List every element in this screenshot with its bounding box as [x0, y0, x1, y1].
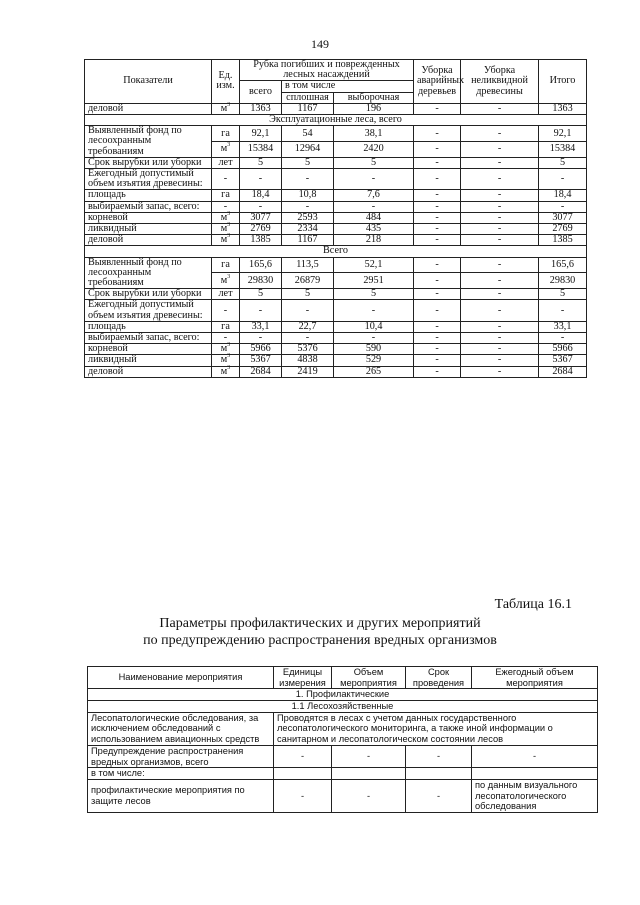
row-unit — [212, 103, 240, 114]
row-unit — [212, 273, 240, 289]
table-row — [85, 257, 587, 273]
cell-clear: 2334 — [282, 224, 334, 235]
row-volume: - — [332, 779, 406, 812]
row-unit — [212, 212, 240, 223]
cell-sum: - — [539, 169, 587, 190]
row-unit — [212, 344, 240, 355]
cell-selective: 196 — [334, 103, 414, 114]
cell-total: - — [240, 201, 282, 212]
cell-illiquid: - — [461, 190, 539, 201]
cell-sum: 165,6 — [539, 257, 587, 273]
unit-exponent: 3 — [227, 342, 231, 349]
cell-illiquid: - — [461, 235, 539, 246]
row-label: корневой — [85, 212, 212, 223]
unit-text: м — [220, 211, 228, 223]
table-header-row — [88, 667, 598, 689]
cell-emergency: - — [414, 333, 461, 344]
cell-illiquid: - — [461, 355, 539, 366]
cell-clear: 12964 — [282, 142, 334, 158]
table-row — [85, 224, 587, 235]
table-row — [85, 355, 587, 366]
row-unit — [212, 333, 240, 344]
row-label: площадь — [85, 321, 212, 332]
cell-selective: 2951 — [334, 273, 414, 289]
row-label: деловой — [85, 366, 212, 377]
cell-emergency: - — [414, 169, 461, 190]
cell-sum: 18,4 — [539, 190, 587, 201]
cell-illiquid: - — [461, 344, 539, 355]
cell-total: 5367 — [240, 355, 282, 366]
row-volume: - — [332, 745, 406, 767]
cell-selective: 218 — [334, 235, 414, 246]
section-row — [88, 689, 598, 701]
cell-emergency: - — [414, 235, 461, 246]
table-row — [85, 366, 587, 377]
unit-text: - — [223, 304, 228, 316]
header-indicator: Показатели — [85, 60, 212, 104]
row-unit: - — [274, 745, 332, 767]
table-row — [85, 169, 587, 190]
unit-text: лет — [218, 156, 233, 168]
row-unit — [212, 142, 240, 158]
cell-clear: - — [282, 333, 334, 344]
unit-text: га — [221, 320, 230, 332]
cell-illiquid: - — [461, 333, 539, 344]
table-row — [85, 321, 587, 332]
header-sum: Итого — [539, 60, 587, 104]
cell-total: 15384 — [240, 142, 282, 158]
cell-illiquid: - — [461, 201, 539, 212]
cell-emergency: - — [414, 355, 461, 366]
cell-total: 5 — [240, 157, 282, 168]
cell-illiquid: - — [461, 289, 539, 300]
section-title: Эксплуатационные леса, всего — [85, 115, 587, 126]
cell-total: 5966 — [240, 344, 282, 355]
cell-total: 92,1 — [240, 126, 282, 142]
unit-text: м — [220, 365, 228, 377]
row-label: Ежегодный допустимый объем изъятия древесины: — [85, 300, 212, 321]
cell-sum: 1385 — [539, 235, 587, 246]
cell-selective: 5 — [334, 157, 414, 168]
cell-clear: 1167 — [282, 103, 334, 114]
row-unit — [212, 321, 240, 332]
section-title: 1.1 Лесохозяйственные — [88, 701, 598, 713]
unit-text: м — [220, 343, 228, 355]
cell-emergency: - — [414, 366, 461, 377]
header-illiquid: Уборка неликвидной древесины — [461, 60, 539, 104]
cell-sum: 5 — [539, 289, 587, 300]
row-unit — [212, 235, 240, 246]
header-including: в том числе — [282, 81, 414, 92]
page-number: 149 — [311, 37, 329, 51]
cell-selective: 52,1 — [334, 257, 414, 273]
cell-selective: - — [334, 201, 414, 212]
header-emergency: Уборка аварийных деревьев — [414, 60, 461, 104]
header-name: Наименование мероприятия — [88, 667, 274, 689]
header-total: всего — [240, 81, 282, 103]
cell-illiquid: - — [461, 212, 539, 223]
row-label: выбираемый запас, всего: — [85, 201, 212, 212]
row-unit — [212, 355, 240, 366]
cell-emergency: - — [414, 190, 461, 201]
unit-exponent: 3 — [227, 233, 231, 240]
cell-emergency: - — [414, 103, 461, 114]
row-label: Выявленный фонд по лесоохранным требованиям — [85, 126, 212, 158]
cell-illiquid: - — [461, 169, 539, 190]
cell-selective: 7,6 — [334, 190, 414, 201]
unit-text: - — [223, 332, 228, 344]
row-label: корневой — [85, 344, 212, 355]
cell-total: - — [240, 300, 282, 321]
unit-exponent: 3 — [227, 273, 231, 280]
header-annual: Ежегодный объем мероприятия — [472, 667, 598, 689]
cell-illiquid: - — [461, 157, 539, 168]
cell-illiquid: - — [461, 103, 539, 114]
unit-exponent: 3 — [227, 364, 231, 371]
row-name: в том числе: — [88, 768, 274, 780]
table-row — [85, 344, 587, 355]
table-row — [85, 157, 587, 168]
header-term: Срок проведения — [406, 667, 472, 689]
cell-illiquid: - — [461, 257, 539, 273]
cell-illiquid: - — [461, 126, 539, 142]
unit-exponent: 3 — [227, 222, 231, 229]
section-title: 1. Профилактические — [88, 689, 598, 701]
row-label: Срок вырубки или уборки — [85, 157, 212, 168]
row-unit — [212, 289, 240, 300]
cell-clear: 26879 — [282, 273, 334, 289]
section-title: Всего — [85, 246, 587, 257]
section-row — [85, 115, 587, 126]
row-name: Предупреждение распространения вредных организмов, всего — [88, 745, 274, 767]
cell-selective: 435 — [334, 224, 414, 235]
cell-clear: 5 — [282, 289, 334, 300]
unit-text: м — [220, 143, 228, 155]
cell-clear: 4838 — [282, 355, 334, 366]
row-unit — [212, 126, 240, 142]
unit-text: м — [220, 274, 228, 286]
table-title-line1: Параметры профилактических и других мероприятий — [159, 616, 481, 631]
cell-emergency: - — [414, 321, 461, 332]
cell-total: 2684 — [240, 366, 282, 377]
cell-illiquid: - — [461, 224, 539, 235]
cell-total: 3077 — [240, 212, 282, 223]
cell-total: 29830 — [240, 273, 282, 289]
unit-text: га — [221, 189, 230, 201]
unit-text: лет — [218, 288, 233, 300]
row-label: ликвидный — [85, 224, 212, 235]
row-label: Срок вырубки или уборки — [85, 289, 212, 300]
table-number: Таблица 16.1 — [494, 597, 572, 612]
header-felling: Рубка погибших и поврежденных лесных насаждений — [240, 60, 414, 81]
table-row — [85, 103, 587, 114]
row-unit — [212, 224, 240, 235]
cell-emergency: - — [414, 126, 461, 142]
cell-clear: 1167 — [282, 235, 334, 246]
row-term: - — [406, 779, 472, 812]
table-row — [85, 190, 587, 201]
cell-emergency: - — [414, 224, 461, 235]
row-unit — [212, 157, 240, 168]
header-unit: Ед. изм. — [212, 60, 240, 104]
cell-clear: 2593 — [282, 212, 334, 223]
unit-text: - — [223, 200, 228, 212]
table-row — [85, 333, 587, 344]
cell-clear: - — [282, 300, 334, 321]
cell-total: 33,1 — [240, 321, 282, 332]
cell-sum: 5966 — [539, 344, 587, 355]
row-label: площадь — [85, 190, 212, 201]
row-annual: по данным визуального лесопатологического обследования — [472, 779, 598, 812]
row-unit: - — [274, 779, 332, 812]
cell-total: - — [240, 169, 282, 190]
unit-exponent: 3 — [227, 353, 231, 360]
cell-clear: - — [282, 169, 334, 190]
table-header-row — [85, 60, 587, 81]
cell-total: 1385 — [240, 235, 282, 246]
section-row — [88, 701, 598, 713]
cell-sum: 29830 — [539, 273, 587, 289]
cell-total: 18,4 — [240, 190, 282, 201]
cell-sum: - — [539, 300, 587, 321]
row-label: Выявленный фонд по лесоохранным требованиям — [85, 257, 212, 289]
cell-selective: 265 — [334, 366, 414, 377]
cell-clear: 2419 — [282, 366, 334, 377]
cell-selective: 38,1 — [334, 126, 414, 142]
row-unit — [212, 201, 240, 212]
cell-emergency: - — [414, 273, 461, 289]
row-label: деловой — [85, 103, 212, 114]
row-label: деловой — [85, 235, 212, 246]
row-unit — [212, 169, 240, 190]
table-title-line2: по предупреждению распространения вредных организмов — [143, 633, 497, 648]
unit-text: га — [221, 258, 230, 270]
cell-sum: 2684 — [539, 366, 587, 377]
cell-total: 165,6 — [240, 257, 282, 273]
cell-selective: 2420 — [334, 142, 414, 158]
table-row — [85, 235, 587, 246]
cell-sum: 3077 — [539, 212, 587, 223]
unit-text: м — [220, 354, 228, 366]
header-volume: Объем мероприятия — [332, 667, 406, 689]
row-description: Проводятся в лесах с учетом данных государственного лесопатологического мониторинга, а также иной информации о санитарном и лесопатологическом состоянии лесов — [274, 712, 598, 745]
harvest-table — [84, 59, 587, 378]
row-name: профилактические мероприятия по защите лесов — [88, 779, 274, 812]
cell-illiquid: - — [461, 321, 539, 332]
row-label: ликвидный — [85, 355, 212, 366]
cell-sum: 92,1 — [539, 126, 587, 142]
section-row — [85, 246, 587, 257]
header-selective: выборочная — [334, 92, 414, 103]
table-row — [85, 300, 587, 321]
cell-emergency: - — [414, 344, 461, 355]
cell-selective: 484 — [334, 212, 414, 223]
table-row — [85, 126, 587, 142]
row-unit — [212, 257, 240, 273]
cell-emergency: - — [414, 300, 461, 321]
cell-illiquid: - — [461, 273, 539, 289]
cell-total: 2769 — [240, 224, 282, 235]
table-row — [85, 212, 587, 223]
table-row — [88, 768, 598, 780]
table-row — [88, 745, 598, 767]
row-unit — [212, 190, 240, 201]
unit-text: - — [223, 173, 228, 185]
unit-exponent: 3 — [227, 142, 231, 149]
cell-selective: - — [334, 333, 414, 344]
cell-illiquid: - — [461, 366, 539, 377]
cell-selective: 5 — [334, 289, 414, 300]
table-row — [88, 779, 598, 812]
cell-emergency: - — [414, 157, 461, 168]
cell-illiquid: - — [461, 142, 539, 158]
cell-emergency: - — [414, 257, 461, 273]
row-unit — [212, 366, 240, 377]
table-row — [88, 712, 598, 745]
cell-total: 1363 — [240, 103, 282, 114]
row-label: Ежегодный допустимый объем изъятия древесины: — [85, 169, 212, 190]
cell-emergency: - — [414, 142, 461, 158]
cell-sum: 5 — [539, 157, 587, 168]
cell-total: 5 — [240, 289, 282, 300]
cell-clear: 113,5 — [282, 257, 334, 273]
cell-sum: - — [539, 333, 587, 344]
cell-emergency: - — [414, 289, 461, 300]
table-row — [85, 201, 587, 212]
cell-selective: - — [334, 300, 414, 321]
cell-sum: 1363 — [539, 103, 587, 114]
cell-clear: 5 — [282, 157, 334, 168]
unit-exponent: 3 — [227, 210, 231, 217]
cell-total: - — [240, 333, 282, 344]
measures-table — [87, 666, 598, 813]
header-clear: сплошная — [282, 92, 334, 103]
cell-sum: - — [539, 201, 587, 212]
row-term: - — [406, 745, 472, 767]
table-row — [85, 289, 587, 300]
unit-text: га — [221, 127, 230, 139]
cell-clear: 22,7 — [282, 321, 334, 332]
cell-emergency: - — [414, 201, 461, 212]
unit-text: м — [220, 102, 228, 114]
row-unit — [212, 300, 240, 321]
unit-text: м — [220, 223, 228, 235]
cell-emergency: - — [414, 212, 461, 223]
row-label: выбираемый запас, всего: — [85, 333, 212, 344]
cell-illiquid: - — [461, 300, 539, 321]
cell-clear: 10,8 — [282, 190, 334, 201]
cell-clear: 5376 — [282, 344, 334, 355]
cell-clear: - — [282, 201, 334, 212]
unit-exponent: 3 — [227, 101, 231, 108]
unit-text: м — [220, 234, 228, 246]
row-annual: - — [472, 745, 598, 767]
cell-selective: 10,4 — [334, 321, 414, 332]
row-name: Лесопатологические обследования, за исключением обследований с использованием авиационных средств — [88, 712, 274, 745]
cell-clear: 54 — [282, 126, 334, 142]
cell-sum: 33,1 — [539, 321, 587, 332]
cell-selective: 590 — [334, 344, 414, 355]
cell-sum: 15384 — [539, 142, 587, 158]
cell-selective: 529 — [334, 355, 414, 366]
table-title — [0, 615, 640, 649]
cell-sum: 2769 — [539, 224, 587, 235]
cell-sum: 5367 — [539, 355, 587, 366]
cell-selective: - — [334, 169, 414, 190]
header-unit: Единицы измерения — [274, 667, 332, 689]
